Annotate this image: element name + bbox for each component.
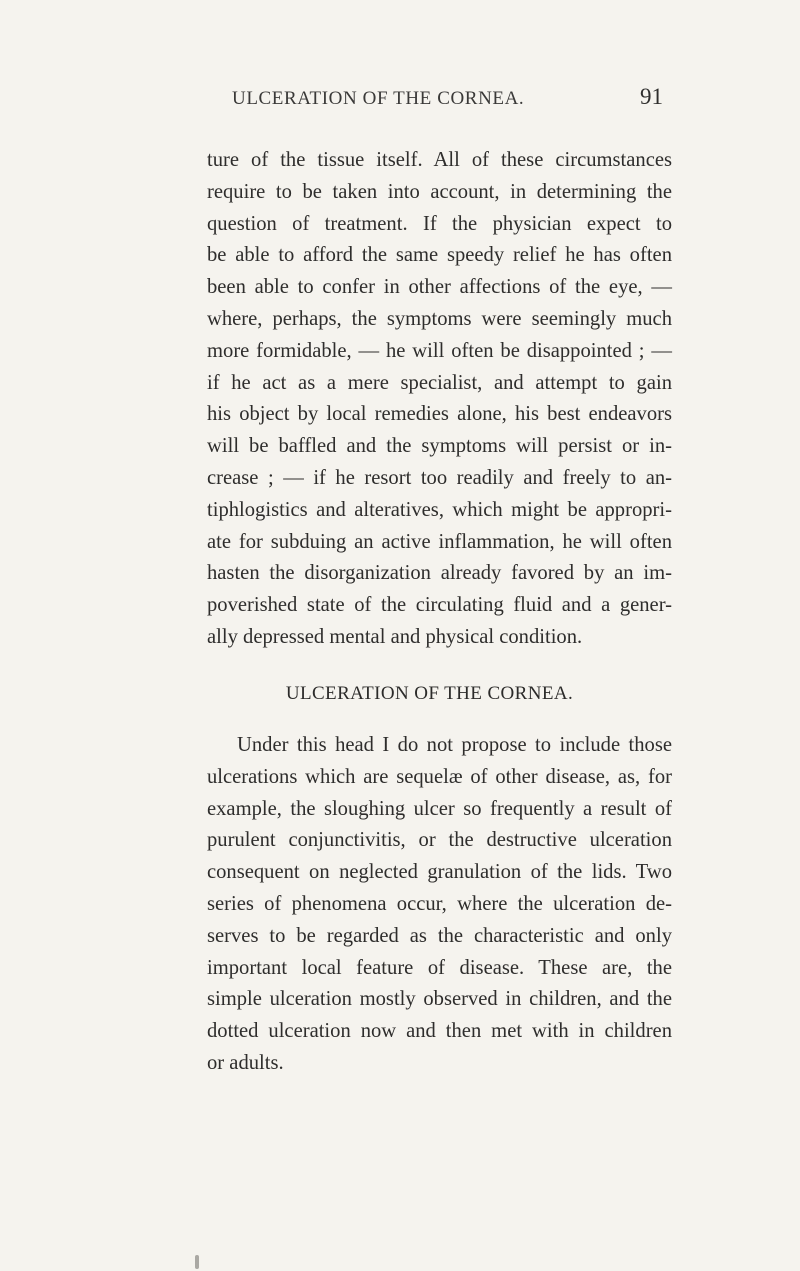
text-line: ulcerations which are sequelæ of other disease, as, for	[207, 765, 672, 788]
text-line: simple ulceration mostly observed in children, and the	[207, 988, 672, 1011]
text-line: his object by local remedies alone, his best endeavors	[207, 403, 672, 426]
text-line: poverished state of the circulating fluid and a gener-	[207, 594, 672, 617]
paragraph-ulceration	[207, 730, 672, 1080]
text-line: consequent on neglected granulation of the lids. Two	[207, 861, 672, 884]
text-line: crease ; — if he resort too readily and freely to an-	[207, 466, 672, 489]
text-line: ally depressed mental and physical condition.	[207, 625, 583, 648]
text-line: Under this head I do not propose to include those	[237, 734, 672, 756]
running-head	[232, 84, 672, 118]
text-line: if he act as a mere specialist, and attempt to gain	[207, 371, 672, 394]
text-line: dotted ulceration now and then met with in children	[207, 1020, 672, 1043]
section-heading-container	[207, 683, 672, 705]
running-title: ULCERATION OF THE CORNEA.	[232, 88, 525, 109]
text-line: question of treatment. If the physician expect to	[207, 212, 672, 235]
text-line: purulent conjunctivitis, or the destructive ulceration	[207, 829, 672, 852]
text-line: hasten the disorganization already favored by an im-	[207, 562, 672, 585]
section-heading: ULCERATION OF THE CORNEA.	[285, 683, 574, 704]
text-line: will be baffled and the symptoms will persist or in-	[207, 435, 672, 458]
text-line: require to be taken into account, in determining the	[207, 180, 672, 203]
text-line: ture of the tissue itself. All of these circumstances	[207, 149, 672, 171]
text-line: more formidable, — he will often be disappointed ; —	[207, 339, 672, 362]
text-line: serves to be regarded as the characteristic and only	[207, 924, 672, 947]
text-line: example, the sloughing ulcer so frequently a result of	[207, 797, 672, 820]
ink-speck	[195, 1255, 199, 1269]
page-number: 91	[640, 84, 663, 109]
text-line: or adults.	[207, 1051, 284, 1074]
text-line: where, perhaps, the symptoms were seemingly much	[207, 307, 672, 330]
text-line: ate for subduing an active inflammation, he will often	[207, 530, 672, 553]
text-line: been able to confer in other affections of the eye, —	[207, 276, 672, 299]
text-line: be able to afford the same speedy relief he has often	[207, 244, 672, 267]
text-line: important local feature of disease. These are, the	[207, 956, 672, 979]
paragraph-continuation	[207, 145, 672, 654]
text-line: tiphlogistics and alteratives, which might be appropri-	[207, 498, 672, 521]
text-line: series of phenomena occur, where the ulceration de-	[207, 892, 672, 915]
